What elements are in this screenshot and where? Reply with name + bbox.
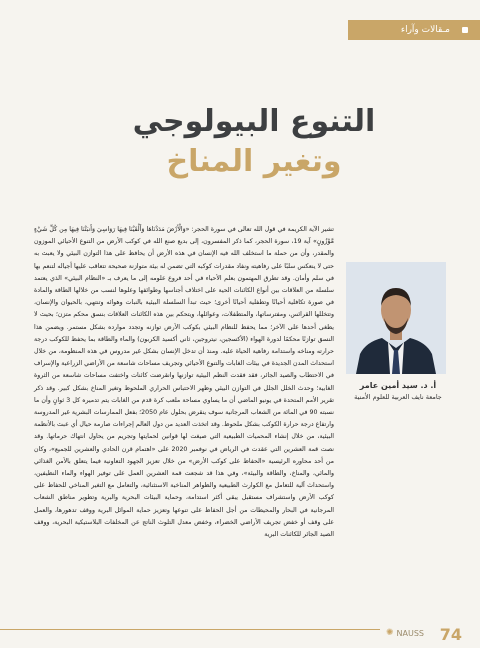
article-title (124, 102, 384, 182)
section-header-bar (348, 20, 480, 40)
author-portrait-icon (346, 262, 446, 374)
nauss-emblem-icon: ✺ (385, 628, 394, 638)
article-title-line1: التنوع البيولوجي (132, 104, 376, 139)
section-marker-icon (462, 27, 468, 33)
footer-divider (0, 629, 380, 630)
author-affiliation: جامعة نايف العربية للعلوم الأمنية (354, 393, 442, 401)
section-label: مـقالات وآراء (400, 25, 450, 35)
article-title-line2: وتغير المناخ (166, 144, 342, 179)
author-name: أ. د. سيد أمين عامر (359, 381, 437, 390)
author-info (336, 380, 460, 403)
author-photo (346, 262, 446, 374)
footer-logo (386, 628, 424, 638)
article-body (34, 224, 334, 541)
article-paragraph: تشير الآية الكريمة في قول الله تعالى في سورة الحجر: «وَالْأَرْضَ مَدَدْنَاهَا وَأَلْقَيْنَا فِيهَا رَوَاسِيَ وَأَنبَتْنَا فِيهَا مِن كُلِّ شَيْءٍ مَّوْزُونٍ» آية 19، سورة الحجر، كما ذكر المفسرون، إلى بديع صنع الله في كوكب الأرض من التنوع الأحيائي الموزون والمقدر، وأن من حملة ما استخلف الله فيه الإنسان في هذه الأرض أن يحافظ على هذا التوازن البيئي ولا يعبث به حتى لا ينعكس سلبًا على رفاهيته ونفاد مقدرات كوكبه التي تضمن له بيئة متوازنة صحيحة تتعاقب عليها أجياله لتنعم بها في سلم وأمان. وقد تطرق المهتمون بعلم الأحياء في أحد فروع علومه إلى ما يعرف بـ «النظام البيئي» الذي يعتمد سلسلة من العلاقات بين أنواع الكائنات الحية على اختلاف أجناسها وطوائفها وعلوها لنسب من خلالها الطاقة والمادة في صورة تكافلية أحيانًا وتطفلية أحيانًا أخرى؛ حيث تبدأ السلسلة البيئية بالنبات وهوائه وتنتهي، بالحيوان والإنسان، وتتخللها القرائس، ومفترساتها، والمتطفلات، وعوائلها، ويتحكم بين هذه الكائنات العلاقات بنسق محكم متزن؛ بحيث لا يطغى أحدها على الآخر؛ مما يحفظ للنظام البيئي بكوكب الأرض توازنه وتجدد موارده بشكل مستمر. ويضمن هذا النسق توازنًا محكمًا لدورة الهواء (الأكسجين، نيتروجين، ثاني أكسيد الكربون) والماء والطاقة بما يحفظ للكوكب درجة حرارته ومناخه واستدامة رفاهية الحياة عليه. ومنذ أن تدخل الإنسان بشكل غير مدروس في هذه المنظومة، من خلال استحداث المدن الجديدة في بيئات الغابات والتنوع الأحيائي وتجريف مساحات شاسعة من الأراضي الزراعية والإسراف في الاحتطاب والصيد الجائر، فقد فقدت النظم البيئية توازنها وانقرضت كائنات واختفت مساحات شاسعة من الثروة الغابية؛ وحدث الخلل الجلل في التوازن البيئي وظهر الاحتباس الحراري الملحوظ وتغير المناخ بشكل كبير. وقد ذكر تقرير الأمم المتحدة في يونيو الماضي أن ما يساوي مساحة ملعب كرة قدم من الغابات يتم تدميره كل 3 ثوانٍ وأن ما نسبته 90 في المائة من الشعاب المرجانية سوف ينقرض بحلول عام 2050؛ بفعل الممارسات البشرية غير المدروسة وارتفاع درجة حرارة الكوكب بشكل ملحوظ. وقد اتخذت العديد من دول العالم إجراءات صارمة حيال أي عبث بالأنظمة البيئية، من خلال إنشاء المحميات الطبيعية التي صيغت لها قوانين لحمايتها وتجريم من يحاول انتهاك حرماتها. وقد نصت قمة العشرين التي عقدت في الرياض في نوفمبر 2020 على «اهتمام قرن الحادي والعشرين للجميع»، وكان من أحد محاوره الرئيسية «الحفاظ على كوكب الأرض» من خلال تعزيز الجهود التعاونية فيما يتعلق بالأمن الغذائي والمائي، والمناخ، والطاقة والبيئة»، وفي هذا قد شجعت قمة العشرين العمل على توفير الهواء والماء النظيفين، واستحداث آلية للتعامل مع الكوارث الطبيعية والظواهر المناخية الاستثنائية، والتعامل مع التغير المناخي للحفاظ على كوكب الأرض واستشراف مستقبل يبقى أكثر استدامة، وحماية البيئات البحرية والبرية وتطوير مناطق الشعاب المرجانية في البحار والمحيطات من أجل الحفاظ على تنوعها وتعزيز حماية الموائل البرية ووقف تدهورها، والعمل على وقف أو خفض تجريف الأراضي الخضراء، وخفض معدل التلوث الناتج عن المخلفات البلاستيكية البحرية، ووقف الصيد الجائر للكائنات البرية (34, 226, 334, 539)
page-number: 74 (439, 625, 462, 644)
footer-logo-text: NAUSS (396, 628, 424, 638)
